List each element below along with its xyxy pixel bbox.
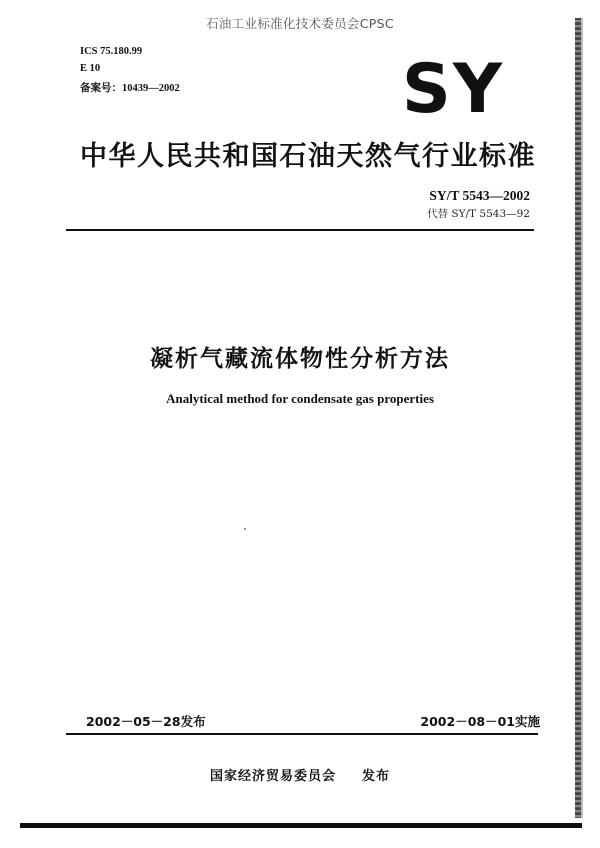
standard-category-title: 中华人民共和国石油天然气行业标准 bbox=[80, 141, 536, 172]
issue-date: 2002－05－28发布 bbox=[86, 714, 206, 729]
publisher-name: 国家经济贸易委员会 bbox=[209, 769, 336, 784]
replaces-standard: 代替 SY/T 5543—92 bbox=[427, 208, 530, 220]
document-title: 凝析气藏流体物性分析方法 bbox=[150, 346, 450, 372]
scan-edge-highlight bbox=[581, 18, 583, 818]
standard-number: SY/T 5543—2002 bbox=[429, 188, 530, 203]
document-subtitle: Analytical method for condensate gas properties bbox=[166, 391, 434, 406]
sy-logo bbox=[398, 52, 508, 122]
effective-date: 2002－08－01实施 bbox=[420, 714, 540, 729]
filing-number: 备案号：10439—2002 bbox=[80, 83, 180, 94]
ccs-code: E 10 bbox=[80, 63, 101, 74]
ics-code: ICS 75.180.99 bbox=[80, 46, 143, 57]
sy-logo-text: SY bbox=[401, 52, 505, 122]
scan-speck bbox=[244, 528, 246, 530]
sy-logo-graphic bbox=[398, 52, 508, 122]
date-divider bbox=[66, 733, 538, 735]
publisher-line bbox=[0, 765, 600, 784]
top-divider bbox=[66, 229, 534, 231]
bottom-divider bbox=[20, 823, 582, 828]
publisher-action: 发布 bbox=[362, 769, 391, 784]
watermark-text: 石油工业标准化技术委员会CPSC bbox=[206, 16, 394, 31]
